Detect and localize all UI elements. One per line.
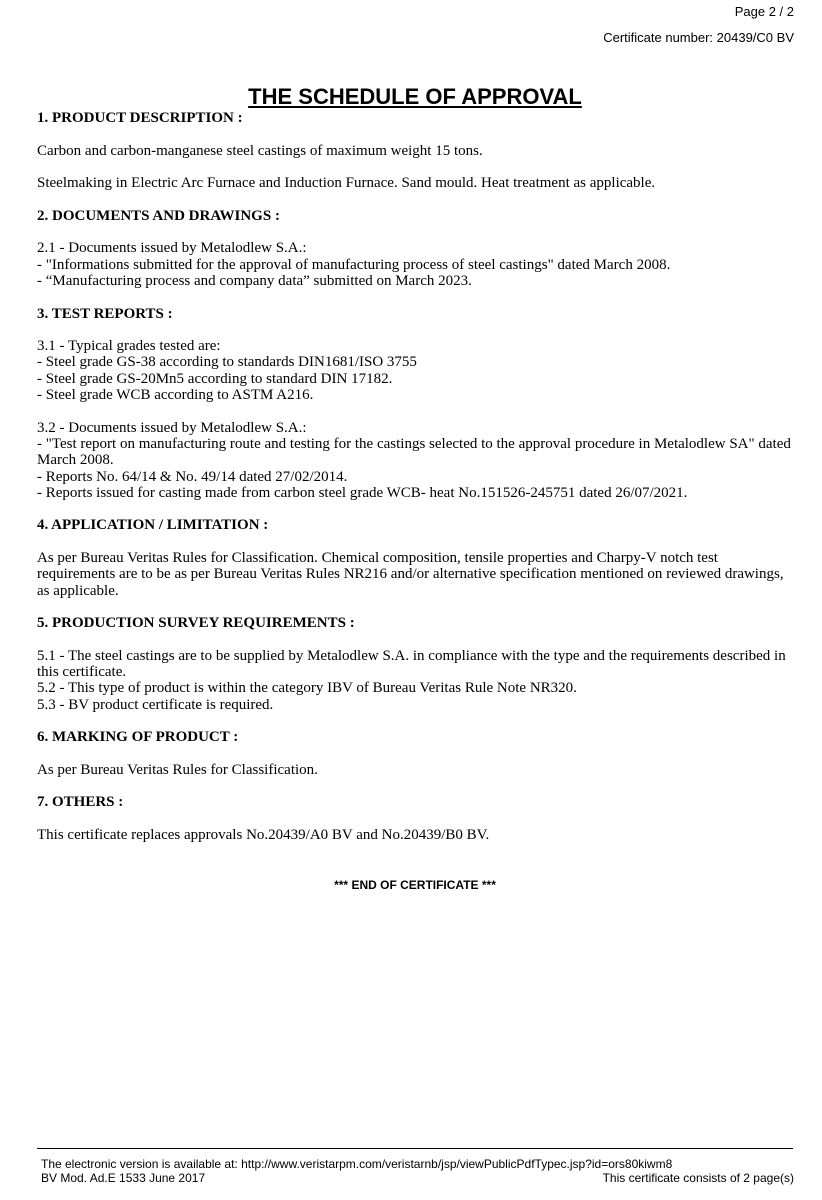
footer-electronic-version: The electronic version is available at: http://www.veristarpm.com/veristarnb/jsp/viewPublicPdfTypec.jsp?id=ors80kiwm8 (41, 1157, 673, 1171)
test-reports-item: - Reports issued for casting made from carbon steel grade WCB- heat No.151526-245751 dated 26/07/2021. (37, 484, 688, 501)
test-reports-item: 3.2 - Documents issued by Metalodlew S.A.: (37, 419, 307, 436)
footer-divider (37, 1148, 793, 1149)
marking-text: As per Bureau Veritas Rules for Classification. (37, 761, 318, 778)
end-of-certificate-marker: *** END OF CERTIFICATE *** (334, 878, 496, 892)
schedule-content (37, 110, 792, 843)
footer-form-reference: BV Mod. Ad.E 1533 June 2017 (41, 1171, 206, 1185)
documents-item: - “Manufacturing process and company data” submitted on March 2023. (37, 272, 472, 289)
section-heading-marking: 6. MARKING OF PRODUCT : (37, 729, 239, 746)
document-title: THE SCHEDULE OF APPROVAL (248, 84, 582, 109)
product-description-text: Carbon and carbon-manganese steel castings of maximum weight 15 tons. (37, 142, 483, 159)
section-heading-test-reports: 3. TEST REPORTS : (37, 305, 173, 322)
production-survey-item: 5.1 - The steel castings are to be supplied by Metalodlew S.A. in compliance with the type and the requirements described in this certificate. (37, 647, 786, 681)
test-reports-item: - Steel grade GS-38 according to standards DIN1681/ISO 3755 (37, 354, 417, 371)
page-number: Page 2 / 2 (734, 4, 794, 19)
test-reports-item: - Reports No. 64/14 & No. 49/14 dated 27/02/2014. (37, 468, 348, 485)
application-text: As per Bureau Veritas Rules for Classification. Chemical composition, tensile properties and Charpy-V notch test requirements are to be as per Bureau Veritas Rules NR216 and/or alternative specification mentioned on reviewed drawings, as applicable. (37, 550, 784, 599)
test-reports-item: 3.1 - Typical grades tested are: (37, 338, 221, 355)
certificate-number: Certificate number: 20439/C0 BV (603, 30, 794, 45)
production-survey-item: 5.3 - BV product certificate is required. (37, 696, 274, 713)
production-survey-item: 5.2 - This type of product is within the category IBV of Bureau Veritas Rule Note NR320. (37, 680, 577, 697)
section-heading-documents: 2. DOCUMENTS AND DRAWINGS : (37, 207, 280, 224)
steelmaking-text: Steelmaking in Electric Arc Furnace and Induction Furnace. Sand mould. Heat treatment as applicable. (37, 175, 656, 192)
test-reports-item: - Steel grade GS-20Mn5 according to standard DIN 17182. (37, 370, 393, 387)
test-reports-item: - Steel grade WCB according to ASTM A216. (37, 387, 314, 404)
documents-item: 2.1 - Documents issued by Metalodlew S.A.: (37, 240, 307, 257)
section-heading-others: 7. OTHERS : (37, 794, 124, 811)
section-heading-application: 4. APPLICATION / LIMITATION : (37, 517, 269, 534)
section-heading-production-survey: 5. PRODUCTION SURVEY REQUIREMENTS : (37, 615, 355, 632)
section-heading-product-description: 1. PRODUCT DESCRIPTION : (37, 110, 243, 126)
others-text: This certificate replaces approvals No.20439/A0 BV and No.20439/B0 BV. (37, 827, 490, 844)
documents-item: - "Informations submitted for the approval of manufacturing process of steel castings" dated March 2008. (37, 256, 671, 273)
test-reports-item: - "Test report on manufacturing route and testing for the castings selected to the approval procedure in Metalodlew SA" dated March 2008. (37, 435, 791, 469)
footer-page-count: This certificate consists of 2 page(s) (602, 1171, 794, 1185)
